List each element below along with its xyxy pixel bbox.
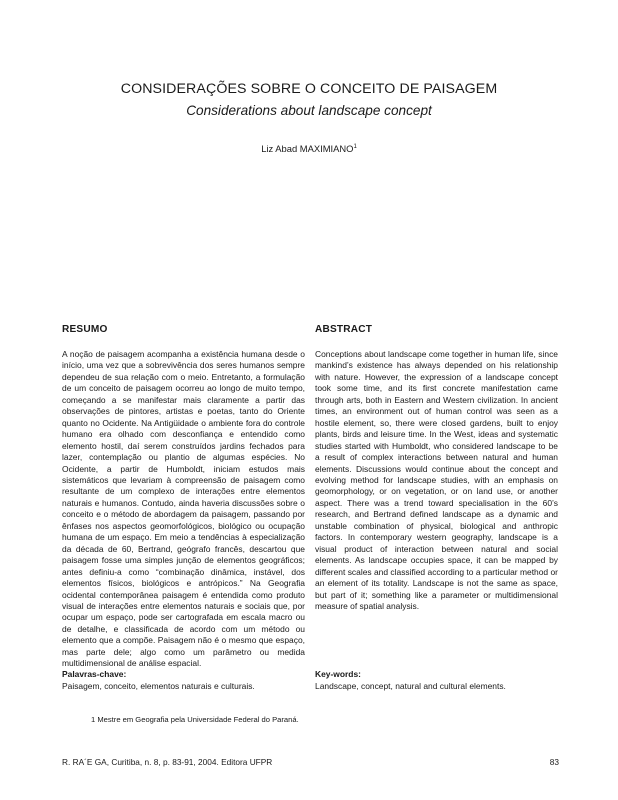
author-name: Liz Abad MAXIMIANO [261, 143, 354, 154]
palavras-chave-block [62, 668, 305, 692]
article-title: CONSIDERAÇÕES SOBRE O CONCEITO DE PAISAGEM [120, 81, 498, 97]
keywords-label: Key-words: [315, 669, 361, 679]
author-line [0, 143, 618, 154]
palavras-chave-label: Palavras-chave: [62, 669, 127, 679]
keywords-block [315, 668, 558, 692]
abstract-heading: ABSTRACT [315, 324, 373, 335]
journal-citation: R. RA´E GA, Curitiba, n. 8, p. 83-91, 2004. Editora UFPR [62, 757, 273, 767]
abstract-text: Conceptions about landscape come together in human life, since mankind’s existence has always depended on his relationship with nature. However, the expression of a landscape concept took some time, and its first concrete manifestation came through arts, both in Eastern and Western civilization. In ancient times, an environment out of human control was seen as a hostile element, so, there were closed gardens, built to enjoy plants, birds and leisure time. In the West, ideas and systematic studies started with Humboldt, who considered landscape to be a result of complex interactions between natural and human elements. Discussions would continue about the concept and evolving method for landscape studies, with an emphasis on geomorphology, or on vegetation, or on land use, or another aspect. There was a trend toward specialisation in the 60’s research, and Bertrand defined landscape as a dynamic and unstable combination of physical, biological and anthropic factors. In contemporary western geography, landscape is a visual product of interaction between natural and social elements. As landscape occupies space, it can be mapped by different scales and classified according to a particular method or an element of its totality. Landscape is not the same as space, but part of it; something like a parameter or multidimensional measure of spatial analysis. [315, 349, 558, 611]
resumo-heading: RESUMO [62, 324, 108, 335]
palavras-chave-text: Paisagem, conceito, elementos naturais e culturais. [62, 681, 255, 691]
page-number: 83 [549, 757, 559, 767]
keywords-text: Landscape, concept, natural and cultural elements. [315, 681, 506, 691]
resumo-section [62, 324, 305, 670]
abstract-section [315, 324, 558, 612]
article-subtitle: Considerations about landscape concept [186, 103, 432, 118]
author-footnote-mark: 1 [353, 143, 357, 150]
resumo-text: A noção de paisagem acompanha a existência humana desde o início, uma vez que a sobrevivência dos seres humanos sempre dependeu de sua relação com o meio. Entretanto, a formulação de um conceito de paisagem ocorreu ao longo de muito tempo, começando a se manifestar mais claramente a partir das observações de pintores, artistas e poetas, tanto do Oriente quanto no Ocidente. Na Antigüidade o ambiente fora do controle humano era olhado com desconfiança e entendido como elemento hostil, daí serem construídos jardins fechados para lazer, contemplação ou plantio de algumas espécies. No Ocidente, a partir de Humboldt, iniciam estudos mais sistemáticos que levariam à compreensão de paisagem como resultante de um complexo de interações entre elementos naturais e humanos. Contudo, ainda haveria discussões sobre o conceito e o método de abordagem da paisagem, passando por ênfases nos aspectos geomorfológicos, biológico ou ocupação humana de um espaço. Em meio a tendências à especialização da década de 60, Bertrand, geógrafo francês, descartou que paisagem fosse uma simples junção de elementos geográficos; antes definiu-a como “combinação dinâmica, instável, dos elementos físicos, biológicos e antrópicos.” Na Geografia ocidental contemporânea paisagem é entendida como produto visual de interações entre elementos naturais e sociais que, por ocupar um espaço, pode ser cartografada em escala macro ou de detalhe, e classificada de acordo com um método ou elemento que a compõe. Paisagem não é o mesmo que espaço, mas parte dele; algo como um parâmetro ou medida multidimensional de análise espacial. [62, 349, 305, 669]
footnote: 1 Mestre em Geografia pela Universidade Federal do Paraná. [91, 715, 299, 724]
